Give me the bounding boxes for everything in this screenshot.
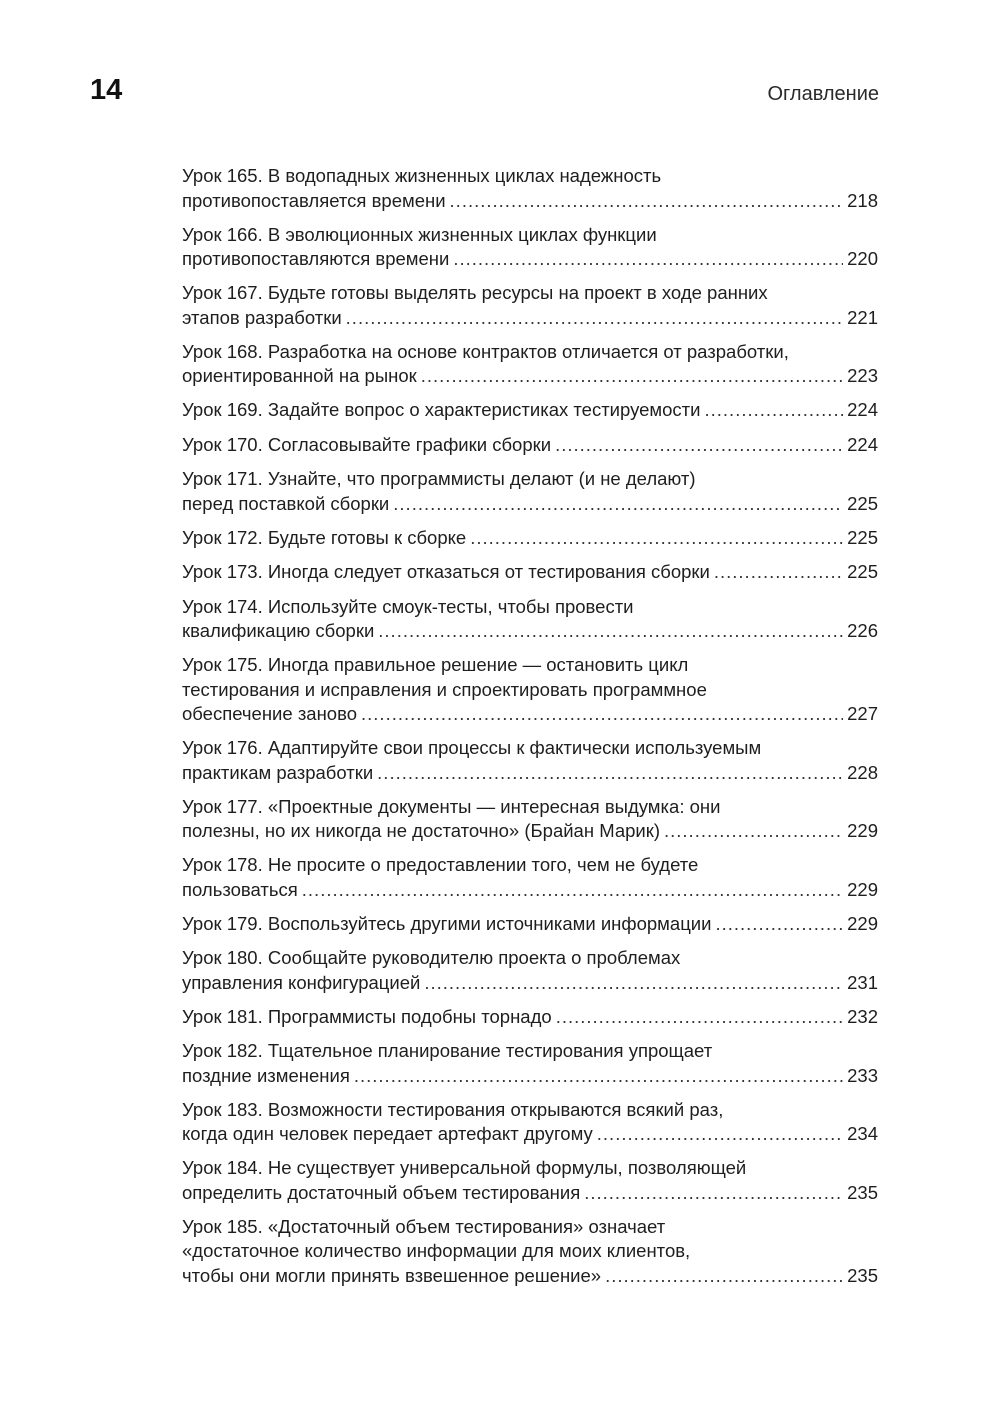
toc-entry-last-line <box>182 702 878 727</box>
toc-entry-line: Урок 183. Возможности тестирования открываются всякий раз, <box>182 1098 724 1120</box>
dot-leader <box>378 619 843 644</box>
dot-leader <box>705 398 844 423</box>
toc-entry-title: Урок 169. Задайте вопрос о характеристиках тестируемости <box>182 399 701 420</box>
toc-entry[interactable] <box>182 467 878 516</box>
toc-entry-title: противопоставляются времени <box>182 248 450 269</box>
toc-entry-line: Урок 174. Используйте смоук-тесты, чтобы провести <box>182 595 634 617</box>
toc-page-number: 225 <box>847 526 878 548</box>
toc-entry-last-line <box>182 398 878 423</box>
toc-entry-last-line <box>182 306 878 331</box>
dot-leader <box>605 1264 843 1289</box>
dot-leader <box>556 1005 843 1030</box>
toc-page-number: 225 <box>847 561 878 582</box>
toc-entry-last-line <box>182 878 878 903</box>
toc-entry-title: поздние изменения <box>182 1064 350 1086</box>
toc-entry-last-line <box>182 1122 878 1147</box>
toc-entry-line: Урок 180. Сообщайте руководителю проекта о проблемах <box>182 947 681 968</box>
toc-entry[interactable] <box>182 912 878 937</box>
toc-page-number: 228 <box>847 761 878 783</box>
toc-entry[interactable] <box>182 1156 878 1205</box>
toc-entry[interactable] <box>182 398 878 423</box>
toc-entry-line: Урок 177. «Проектные документы — интересная выдумка: они <box>182 795 721 817</box>
dot-leader <box>361 702 843 727</box>
toc-entry[interactable] <box>182 281 878 330</box>
toc-entry-last-line <box>182 433 878 458</box>
toc-entry[interactable] <box>182 1098 878 1147</box>
dot-leader <box>424 971 843 996</box>
toc-entry-line: Урок 165. В водопадных жизненных циклах надежность <box>182 165 662 186</box>
toc-entry-line: Урок 185. «Достаточный объем тестирования» означает <box>182 1215 666 1237</box>
toc-entry[interactable] <box>182 946 878 995</box>
toc-entry[interactable] <box>182 223 878 272</box>
toc-entry[interactable] <box>182 340 878 389</box>
dot-leader <box>714 560 843 585</box>
toc-entry-title: ориентированной на рынок <box>182 365 417 386</box>
toc-entry-last-line <box>182 526 878 551</box>
dot-leader <box>664 819 843 844</box>
toc-entry-line: Урок 182. Тщательное планирование тестирования упрощает <box>182 1040 713 1061</box>
toc-page-number: 235 <box>847 1181 878 1203</box>
toc-entry-last-line <box>182 247 878 272</box>
toc-entry-line: Урок 168. Разработка на основе контрактов отличается от разработки, <box>182 340 789 362</box>
toc-entry-last-line <box>182 819 878 844</box>
dot-leader <box>555 433 843 458</box>
toc-entry[interactable] <box>182 795 878 844</box>
dot-leader <box>393 492 843 517</box>
toc-entry-title: полезны, но их никогда не достаточно» (Брайан Марик) <box>182 820 660 841</box>
dot-leader <box>346 306 843 331</box>
toc-entry-title: управления конфигурацией <box>182 971 421 993</box>
toc-entry-line: Урок 175. Иногда правильное решение — остановить цикл <box>182 654 689 675</box>
toc-entry-title: пользоваться <box>182 878 298 900</box>
toc-entry-last-line <box>182 189 878 214</box>
toc-entry-line: «достаточное количество информации для моих клиентов, <box>182 1240 691 1261</box>
running-head: Оглавление <box>767 83 879 105</box>
dot-leader <box>715 912 843 937</box>
toc-entry-title: Урок 173. Иногда следует отказаться от тестирования сборки <box>182 561 710 582</box>
toc-entry-title: определить достаточный объем тестирования <box>182 1181 581 1203</box>
dot-leader <box>377 761 843 786</box>
toc-entry-title: когда один человек передает артефакт другому <box>182 1123 593 1144</box>
toc-page-number: 234 <box>847 1123 878 1144</box>
toc-entry-line: Урок 171. Узнайте, что программисты делают (и не делают) <box>182 468 696 489</box>
toc-page-number: 227 <box>847 703 878 724</box>
toc-page-number: 224 <box>847 433 878 455</box>
toc-entry[interactable] <box>182 164 878 213</box>
toc-entry-last-line <box>182 1064 878 1089</box>
dot-leader <box>597 1122 843 1147</box>
toc-entry-last-line <box>182 492 878 517</box>
toc-page-number: 218 <box>847 189 878 211</box>
toc-page-number: 231 <box>847 971 878 993</box>
toc-entry[interactable] <box>182 1005 878 1030</box>
toc-page-number: 224 <box>847 399 878 420</box>
toc-entry-title: перед поставкой сборки <box>182 492 390 514</box>
toc-page-number: 232 <box>847 1005 878 1027</box>
dot-leader <box>584 1181 843 1206</box>
toc-page-number: 229 <box>847 878 878 900</box>
toc-entry-line: Урок 176. Адаптируйте свои процессы к фактически используемым <box>182 737 762 758</box>
toc-page-number: 221 <box>847 306 878 328</box>
toc-entry-line: Урок 166. В эволюционных жизненных циклах функции <box>182 223 657 245</box>
page-number: 14 <box>90 74 123 106</box>
toc-entry-title: Урок 181. Программисты подобны торнадо <box>182 1005 552 1027</box>
toc-entry-title: практикам разработки <box>182 761 374 783</box>
toc-entry-line: Урок 178. Не просите о предоставлении того, чем не будете <box>182 854 699 875</box>
toc-entry-title: обеспечение заново <box>182 703 358 724</box>
dot-leader <box>470 526 843 551</box>
toc-entry-title: квалификацию сборки <box>182 620 375 641</box>
toc-page-number: 233 <box>847 1064 878 1086</box>
toc-entry-last-line <box>182 971 878 996</box>
toc-entry-last-line <box>182 1264 878 1289</box>
toc-entry-last-line <box>182 560 878 585</box>
toc-page-number: 220 <box>847 248 878 269</box>
toc-entry-title: Урок 170. Согласовывайте графики сборки <box>182 433 552 455</box>
toc-entry-last-line <box>182 619 878 644</box>
toc-entry-last-line <box>182 1005 878 1030</box>
toc-entry-title: Урок 179. Воспользуйтесь другими источниками информации <box>182 912 712 934</box>
toc-page-number: 225 <box>847 492 878 514</box>
toc-page-number: 235 <box>847 1264 878 1286</box>
toc-entry[interactable] <box>182 595 878 644</box>
toc-entry-title: Урок 172. Будьте готовы к сборке <box>182 526 467 548</box>
toc-entry[interactable] <box>182 433 878 458</box>
toc-entry-line: Урок 184. Не существует универсальной формулы, позволяющей <box>182 1157 747 1178</box>
toc-entry-last-line <box>182 364 878 389</box>
toc-entry-line: тестирования и исправления и спроектировать программное <box>182 678 707 700</box>
toc-entry[interactable] <box>182 736 878 785</box>
toc-entry-title: чтобы они могли принять взвешенное решение» <box>182 1264 602 1286</box>
dot-leader <box>453 247 843 272</box>
table-of-contents <box>182 164 878 1298</box>
toc-entry-last-line <box>182 912 878 937</box>
toc-page-number: 229 <box>847 912 878 934</box>
toc-page-number: 226 <box>847 620 878 641</box>
toc-entry[interactable] <box>182 1039 878 1088</box>
toc-page-number: 229 <box>847 820 878 841</box>
toc-entry-last-line <box>182 761 878 786</box>
toc-entry[interactable] <box>182 653 878 727</box>
toc-entry[interactable] <box>182 1215 878 1289</box>
toc-entry-last-line <box>182 1181 878 1206</box>
toc-entry-line: Урок 167. Будьте готовы выделять ресурсы на проект в ходе ранних <box>182 282 768 303</box>
toc-entry[interactable] <box>182 526 878 551</box>
dot-leader <box>354 1064 843 1089</box>
toc-entry[interactable] <box>182 853 878 902</box>
dot-leader <box>421 364 843 389</box>
toc-entry[interactable] <box>182 560 878 585</box>
toc-page-number: 223 <box>847 365 878 386</box>
dot-leader <box>450 189 844 214</box>
toc-entry-title: этапов разработки <box>182 306 342 328</box>
dot-leader <box>302 878 843 903</box>
toc-entry-title: противопоставляется времени <box>182 189 446 211</box>
